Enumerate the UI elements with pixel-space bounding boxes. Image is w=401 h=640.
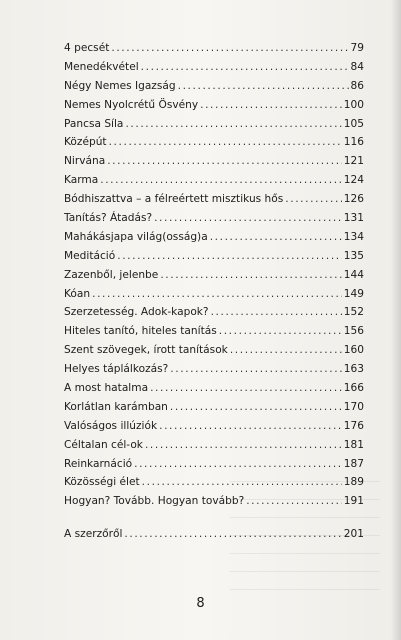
toc-leader-dots	[141, 58, 349, 77]
toc-entry-page: 156	[343, 325, 364, 338]
toc-entry	[64, 228, 364, 247]
page-number: 8	[196, 596, 205, 611]
toc-entry	[64, 171, 364, 190]
toc-entry-page: 131	[343, 212, 364, 225]
toc-leader-dots	[109, 133, 342, 152]
toc-entry-page: 100	[343, 98, 364, 111]
toc-entry-page: 187	[343, 457, 364, 470]
toc-entry-page: 189	[343, 476, 364, 489]
toc-entry-page: 181	[343, 438, 364, 451]
toc-entry-title: Hiteles tanító, hiteles tanítás	[64, 325, 217, 338]
toc-leader-dots	[150, 379, 342, 398]
toc-entry	[64, 209, 364, 228]
toc-leader-dots	[117, 247, 342, 266]
toc-leader-dots	[124, 525, 341, 544]
toc-entry	[64, 492, 364, 511]
toc-entry	[64, 39, 364, 58]
toc-entry	[64, 115, 364, 134]
toc-entry	[64, 379, 364, 398]
toc-entry-page: 191	[343, 495, 364, 508]
toc-entry-page: 105	[343, 117, 364, 130]
toc-entry	[64, 77, 364, 96]
toc-leader-dots	[111, 39, 348, 58]
toc-leader-dots	[170, 360, 341, 379]
toc-leader-dots	[285, 190, 341, 209]
toc-entry	[64, 152, 364, 171]
toc-entry	[64, 455, 364, 474]
toc-entry-title: Hogyan? Tovább. Hogyan tovább?	[64, 495, 245, 508]
toc-entry	[64, 58, 364, 77]
toc-entry-page: 170	[343, 400, 364, 413]
toc-entry-title: Karma	[64, 174, 99, 187]
toc-entry	[64, 417, 364, 436]
toc-entry-page: 121	[343, 155, 364, 168]
toc-entry-about-author	[64, 525, 364, 544]
toc-entries	[64, 39, 364, 511]
toc-entry-title: 4 pecsét	[64, 42, 110, 54]
toc-leader-dots	[219, 322, 342, 341]
toc-entry-title: Valóságos illúziók	[64, 419, 158, 432]
toc-leader-dots	[170, 398, 342, 417]
toc-leader-dots	[154, 209, 342, 228]
toc-leader-dots	[125, 115, 341, 134]
toc-entry-page: 166	[343, 382, 364, 395]
toc-entry-title: Zazenből, jelenbe	[64, 268, 159, 281]
toc-leader-dots	[142, 473, 342, 492]
toc-entry-page: 84	[350, 60, 364, 73]
toc-entry	[64, 266, 364, 285]
toc-entry-title: Szerzetesség. Adok-kapok?	[64, 306, 209, 319]
toc-entry-page: 79	[350, 42, 364, 54]
toc-entry-page: 135	[343, 249, 364, 262]
toc-entry	[64, 322, 364, 341]
toc-entry-title: Nirvána	[64, 155, 106, 168]
toc-entry-page: 149	[343, 287, 364, 300]
toc-leader-dots	[107, 152, 342, 171]
toc-entry-title: Nemes Nyolcrétű Ösvény	[64, 98, 199, 111]
toc-leader-dots	[210, 228, 342, 247]
toc-entry-title: Menedékvétel	[64, 60, 139, 73]
toc-leader-dots	[200, 96, 342, 115]
toc-leader-dots	[178, 77, 349, 96]
toc-entry-page: 201	[343, 528, 364, 541]
toc-entry	[64, 247, 364, 266]
toc-entry	[64, 360, 364, 379]
toc-entry-page: 163	[343, 363, 364, 376]
toc-entry-title: Korlátlan karámban	[64, 400, 168, 413]
toc-entry	[64, 436, 364, 455]
toc-entry-title: Mahákásjapa világ(osság)a	[64, 230, 208, 243]
toc-entry-page: 160	[343, 344, 364, 357]
toc-entry-title: Pancsa Síla	[64, 117, 124, 130]
toc-entry-title: Bódhiszattva – a félreértett misztikus hős	[64, 193, 284, 206]
toc-entry	[64, 133, 364, 152]
toc-entry-page: 124	[343, 174, 364, 187]
toc-entry-page: 134	[343, 230, 364, 243]
toc-leader-dots	[92, 285, 342, 304]
toc-entry-title: Kóan	[64, 287, 91, 300]
toc-entry-title: A most hatalma	[64, 382, 149, 395]
toc-entry	[64, 398, 364, 417]
toc-entry-page: 126	[343, 193, 364, 206]
page-spine-shadow	[391, 0, 401, 640]
toc-entry-title: Céltalan cél-ok	[64, 438, 143, 451]
toc-leader-dots	[246, 492, 342, 511]
toc-leader-dots	[211, 303, 342, 322]
toc-entry-title: Reinkarnáció	[64, 457, 133, 470]
toc-entry-title: Meditáció	[64, 249, 116, 262]
toc-entry-page: 176	[343, 419, 364, 432]
toc-entry-title: Közösségi élet	[64, 476, 140, 489]
toc-leader-dots	[145, 436, 342, 455]
toc-entry	[64, 190, 364, 209]
toc-entry-page: 86	[350, 79, 364, 92]
toc-leader-dots	[134, 455, 342, 474]
toc-entry	[64, 341, 364, 360]
toc-entry-page: 152	[343, 306, 364, 319]
toc-entry-title: Tanítás? Átadás?	[64, 212, 153, 225]
toc-entry-page: 116	[343, 136, 364, 149]
toc-entry-page: 144	[343, 268, 364, 281]
toc-leader-dots	[159, 417, 342, 436]
toc-entry	[64, 285, 364, 304]
toc-entry-title: A szerzőről	[64, 528, 123, 541]
toc-entry-title: Szent szövegek, írott tanítások	[64, 344, 228, 357]
toc-entry	[64, 303, 364, 322]
toc-leader-dots	[230, 341, 342, 360]
toc-entry	[64, 96, 364, 115]
table-of-contents	[64, 39, 364, 544]
toc-leader-dots	[160, 266, 341, 285]
toc-entry-title: Helyes táplálkozás?	[64, 363, 169, 376]
toc-entry	[64, 473, 364, 492]
toc-entry-title: Négy Nemes Igazság	[64, 79, 176, 92]
toc-entry-title: Középút	[64, 136, 107, 149]
toc-leader-dots	[100, 171, 342, 190]
